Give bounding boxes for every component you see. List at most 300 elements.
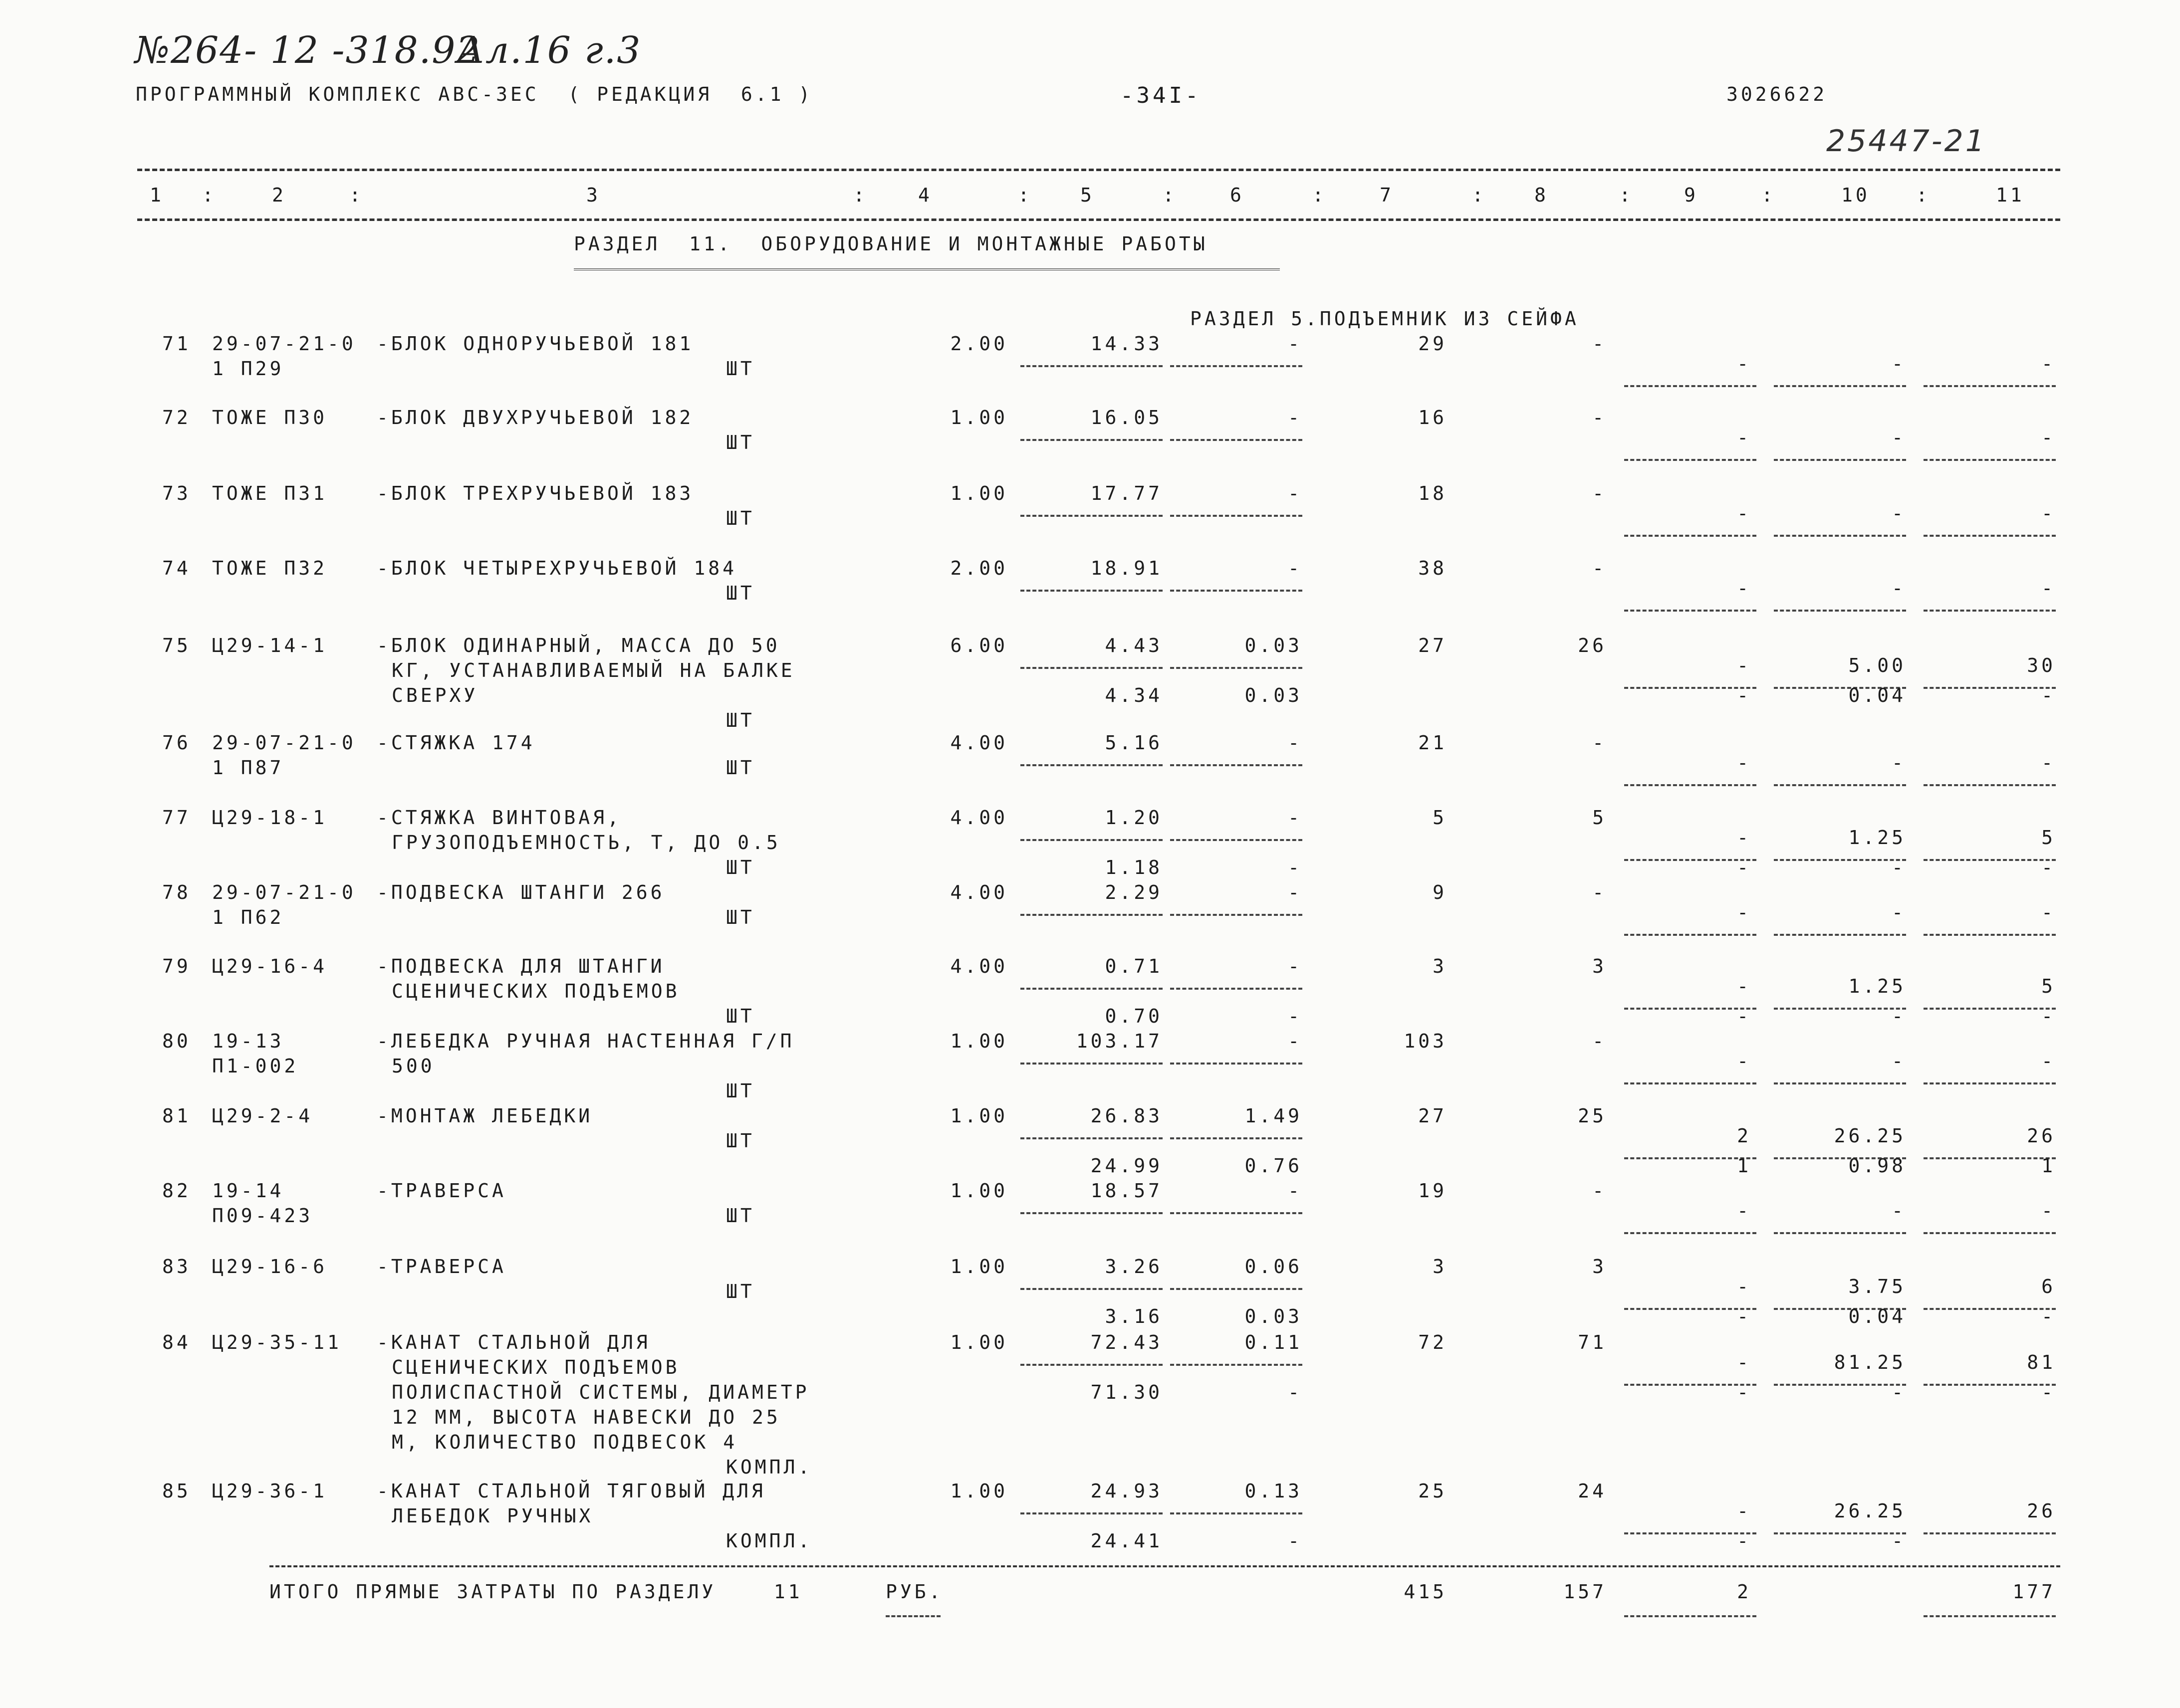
row-col5: 4.43 (1105, 635, 1163, 656)
row-col11-underline (1924, 1232, 2056, 1234)
row-col9-underline (1624, 784, 1756, 786)
row-description-line2: СЦЕНИЧЕСКИХ ПОДЪЕМОВ (392, 1356, 680, 1378)
row-quantity: 6.00 (950, 635, 1008, 656)
row-col6: 0.13 (1244, 1480, 1302, 1502)
row-col5-underline (1020, 1288, 1163, 1290)
row-unit: ШТ (726, 358, 755, 380)
row-code: Ц29-35-11 (212, 1331, 342, 1353)
row-col5: 14.33 (1090, 333, 1163, 355)
total-col7: 415 (1404, 1581, 1447, 1603)
row-code: Ц29-18-1 (212, 807, 328, 829)
row-number: 79 (162, 955, 191, 977)
row-col11-second: 1 (2041, 1155, 2056, 1177)
row-number: 85 (162, 1480, 191, 1502)
row-col11-underline (1924, 459, 2056, 461)
row-col9: 2 (1737, 1125, 1751, 1147)
row-description: -КАНАТ СТАЛЬНОЙ ДЛЯ (377, 1331, 651, 1353)
row-unit: ШТ (726, 1005, 755, 1027)
row-col10: - (1892, 577, 1906, 599)
row-col9-underline (1624, 1232, 1756, 1234)
document-code: 3026622 (1726, 83, 1828, 105)
row-col6-underline (1170, 1512, 1302, 1514)
row-description-line5: М, КОЛИЧЕСТВО ПОДВЕСОК 4 (392, 1431, 738, 1453)
row-col11: - (2041, 577, 2056, 599)
row-col5: 103.17 (1076, 1030, 1163, 1052)
row-col10: - (1892, 901, 1906, 923)
handwritten-document-number: №264- 12 -318.92 (135, 29, 481, 72)
row-quantity: 1.00 (950, 1105, 1008, 1127)
row-col9-second: 1 (1737, 1155, 1751, 1177)
row-description: -БЛОК ОДИНАРНЫЙ, МАССА ДО 50 (377, 635, 780, 656)
row-col5-underline (1020, 988, 1163, 990)
row-unit: ШТ (726, 1130, 755, 1152)
row-col6-second: 0.76 (1244, 1155, 1302, 1177)
row-unit: ШТ (726, 1205, 755, 1227)
row-col5: 16.05 (1090, 407, 1163, 428)
total-col9: 2 (1737, 1581, 1751, 1603)
row-number: 74 (162, 557, 191, 579)
row-code: ТОЖЕ П30 (212, 407, 328, 428)
row-col5-underline (1020, 764, 1163, 766)
row-col5: 1.20 (1105, 807, 1163, 829)
row-col6: - (1288, 407, 1302, 428)
row-number: 73 (162, 482, 191, 504)
row-col11: - (2041, 901, 2056, 923)
row-col10: 5.00 (1848, 654, 1906, 676)
row-code: 19-13 (212, 1030, 284, 1052)
row-col10-second: 0.04 (1848, 684, 1906, 706)
row-col6: - (1288, 807, 1302, 829)
row-col9: - (1737, 353, 1751, 375)
row-col11-underline (1924, 934, 2056, 936)
row-col10-second: - (1892, 1381, 1906, 1403)
row-col5: 18.91 (1090, 557, 1163, 579)
row-col7: 21 (1418, 732, 1447, 754)
row-col10: - (1892, 1200, 1906, 1222)
row-col6-underline (1170, 1288, 1302, 1290)
row-col9-underline (1624, 459, 1756, 461)
row-unit: ШТ (726, 906, 755, 928)
row-col8: - (1592, 557, 1607, 579)
row-quantity: 1.00 (950, 1256, 1008, 1278)
row-col9-underline (1624, 535, 1756, 537)
subsection-title: РАЗДЕЛ 5.ПОДЪЕМНИК ИЗ СЕЙФА (1190, 308, 1579, 330)
row-col6-underline (1170, 1364, 1302, 1366)
row-col10: - (1892, 1050, 1906, 1072)
total-col11: 177 (2012, 1581, 2056, 1603)
row-col9-underline (1624, 610, 1756, 612)
row-col8: 3 (1592, 955, 1607, 977)
handwritten-right-note: 25447-21 (1826, 124, 1986, 159)
row-description: -СТЯЖКА ВИНТОВАЯ, (377, 807, 622, 829)
row-col6: 0.11 (1244, 1331, 1302, 1353)
row-number: 81 (162, 1105, 191, 1127)
row-col6-second: - (1288, 1381, 1302, 1403)
row-col9: - (1737, 1276, 1751, 1297)
row-col5-second: 4.34 (1105, 684, 1163, 706)
row-col5-underline (1020, 1364, 1163, 1366)
column-separator: : (1472, 184, 1486, 206)
row-col10-second: 0.98 (1848, 1155, 1906, 1177)
row-code: Ц29-36-1 (212, 1480, 328, 1502)
row-unit: ШТ (726, 1281, 755, 1302)
row-col9: - (1737, 901, 1751, 923)
row-col11-second: - (2041, 1005, 2056, 1027)
handwritten-album-note: Ал.16 г.3 (457, 29, 642, 72)
row-col6-underline (1170, 988, 1302, 990)
row-code-line2: 1 П87 (212, 757, 284, 779)
total-label: ИТОГО ПРЯМЫЕ ЗАТРАТЫ ПО РАЗДЕЛУ 11 (269, 1581, 803, 1603)
row-col5-second: 71.30 (1090, 1381, 1163, 1403)
row-col10-underline (1774, 385, 1906, 387)
row-unit: ШТ (726, 431, 755, 453)
row-col6-underline (1170, 590, 1302, 592)
row-col9: - (1737, 1500, 1751, 1522)
row-unit: КОМПЛ. (726, 1456, 813, 1478)
row-col5-underline (1020, 839, 1163, 841)
row-number: 77 (162, 807, 191, 829)
row-col9-second: - (1737, 1305, 1751, 1327)
row-col5: 72.43 (1090, 1331, 1163, 1353)
row-number: 82 (162, 1180, 191, 1202)
row-col6: - (1288, 482, 1302, 504)
row-description-line2: 500 (392, 1055, 435, 1077)
row-quantity: 4.00 (950, 807, 1008, 829)
row-col6: 0.03 (1244, 635, 1302, 656)
page-number: -34I- (1120, 83, 1202, 108)
column-number: 6 (1230, 184, 1244, 206)
row-col7: 3 (1433, 1256, 1447, 1278)
row-col6-second: - (1288, 856, 1302, 878)
header-rule-bottom (137, 218, 2060, 221)
row-col10-underline (1774, 934, 1906, 936)
row-col10-underline (1774, 535, 1906, 537)
row-quantity: 2.00 (950, 333, 1008, 355)
column-separator: : (349, 184, 364, 206)
row-col9: - (1737, 752, 1751, 774)
row-col5: 26.83 (1090, 1105, 1163, 1127)
column-number: 5 (1080, 184, 1095, 206)
total-col11-underline (1924, 1615, 2056, 1617)
row-col11: - (2041, 1200, 2056, 1222)
row-col11-second: - (2041, 1381, 2056, 1403)
row-col8: 5 (1592, 807, 1607, 829)
row-col10: 1.25 (1848, 827, 1906, 849)
row-col8: 25 (1578, 1105, 1607, 1127)
row-col5: 0.71 (1105, 955, 1163, 977)
row-col6: - (1288, 881, 1302, 903)
row-col7: 3 (1433, 955, 1447, 977)
row-code: Ц29-16-4 (212, 955, 328, 977)
row-col6-underline (1170, 1063, 1302, 1065)
row-unit: КОМПЛ. (726, 1530, 813, 1552)
row-col5: 3.26 (1105, 1256, 1163, 1278)
row-col6: 1.49 (1244, 1105, 1302, 1127)
row-col6: - (1288, 1180, 1302, 1202)
row-col10-underline (1774, 784, 1906, 786)
total-currency: РУБ. (886, 1581, 944, 1603)
row-quantity: 1.00 (950, 482, 1008, 504)
row-col11-underline (1924, 535, 2056, 537)
row-unit: ШТ (726, 709, 755, 731)
row-col11-second: - (2041, 1305, 2056, 1327)
column-number: 4 (918, 184, 933, 206)
row-col6: - (1288, 955, 1302, 977)
row-col11: 81 (2027, 1351, 2056, 1373)
column-number: 3 (586, 184, 601, 206)
row-col6-underline (1170, 1212, 1302, 1214)
row-code: 29-07-21-0 (212, 333, 356, 355)
row-col10-underline (1774, 1082, 1906, 1084)
row-col6: 0.06 (1244, 1256, 1302, 1278)
row-col7: 16 (1418, 407, 1447, 428)
row-col5-underline (1020, 914, 1163, 916)
row-description-line2: ЛЕБЕДОК РУЧНЫХ (392, 1505, 594, 1527)
row-number: 78 (162, 881, 191, 903)
row-code: 29-07-21-0 (212, 881, 356, 903)
row-description-line4: 12 ММ, ВЫСОТА НАВЕСКИ ДО 25 (392, 1406, 781, 1428)
row-col11: - (2041, 752, 2056, 774)
row-description-line2: СЦЕНИЧЕСКИХ ПОДЪЕМОВ (392, 980, 680, 1002)
row-description: -МОНТАЖ ЛЕБЕДКИ (377, 1105, 593, 1127)
column-separator: : (853, 184, 868, 206)
row-col6: - (1288, 333, 1302, 355)
row-col5: 2.29 (1105, 881, 1163, 903)
row-col5-second: 24.41 (1090, 1530, 1163, 1552)
row-col11: 5 (2041, 827, 2056, 849)
row-col6-underline (1170, 764, 1302, 766)
row-col5: 17.77 (1090, 482, 1163, 504)
row-description: -БЛОК ЧЕТЫРЕХРУЧЬЕВОЙ 184 (377, 557, 737, 579)
row-col7: 9 (1433, 881, 1447, 903)
row-col10-second: 0.04 (1848, 1305, 1906, 1327)
row-unit: ШТ (726, 757, 755, 779)
total-col9-underline (1624, 1615, 1756, 1617)
row-code-line2: 1 П62 (212, 906, 284, 928)
row-col5: 5.16 (1105, 732, 1163, 754)
row-unit: ШТ (726, 856, 755, 878)
row-col10-underline (1774, 459, 1906, 461)
row-col11: 6 (2041, 1276, 2056, 1297)
row-col9: - (1737, 827, 1751, 849)
row-col11: - (2041, 502, 2056, 524)
row-col9: - (1737, 1351, 1751, 1373)
column-number: 8 (1534, 184, 1549, 206)
row-description: -ПОДВЕСКА ДЛЯ ШТАНГИ (377, 955, 665, 977)
row-col8: 3 (1592, 1256, 1607, 1278)
row-col6-second: - (1288, 1005, 1302, 1027)
row-col6-underline (1170, 439, 1302, 441)
row-code-line2: П1-002 (212, 1055, 299, 1077)
column-number: 1 (150, 184, 164, 206)
row-col9-underline (1624, 1082, 1756, 1084)
column-separator: : (1761, 184, 1776, 206)
header-rule-top (137, 169, 2060, 171)
row-description: -БЛОК ОДНОРУЧЬЕВОЙ 181 (377, 333, 694, 355)
row-code: ТОЖЕ П31 (212, 482, 328, 504)
row-description: -ТРАВЕРСА (377, 1180, 506, 1202)
row-code: Ц29-16-6 (212, 1256, 328, 1278)
row-col11: 30 (2027, 654, 2056, 676)
total-col8: 157 (1563, 1581, 1607, 1603)
row-col6: - (1288, 557, 1302, 579)
row-col7: 27 (1418, 635, 1447, 656)
row-col5-underline (1020, 1212, 1163, 1214)
column-separator: : (1312, 184, 1327, 206)
row-description: -КАНАТ СТАЛЬНОЙ ТЯГОВЫЙ ДЛЯ (377, 1480, 766, 1502)
row-code-line2: П09-423 (212, 1205, 313, 1227)
row-col5-second: 24.99 (1090, 1155, 1163, 1177)
row-col11-underline (1924, 1082, 2056, 1084)
row-col10: - (1892, 353, 1906, 375)
row-quantity: 1.00 (950, 1480, 1008, 1502)
row-col5-underline (1020, 1137, 1163, 1139)
row-col8: - (1592, 482, 1607, 504)
row-col6: - (1288, 1030, 1302, 1052)
row-quantity: 2.00 (950, 557, 1008, 579)
row-col8: 26 (1578, 635, 1607, 656)
row-description-line2: ГРУЗОПОДЪЕМНОСТЬ, Т, ДО 0.5 (392, 832, 781, 854)
row-col8: - (1592, 407, 1607, 428)
row-col10-underline (1774, 1232, 1906, 1234)
row-col9-second: - (1737, 1005, 1751, 1027)
row-col6-underline (1170, 914, 1302, 916)
row-description: -ТРАВЕРСА (377, 1256, 506, 1278)
row-col6-second: 0.03 (1244, 1305, 1302, 1327)
row-unit: ШТ (726, 1080, 755, 1102)
row-col10: 26.25 (1834, 1125, 1906, 1147)
row-col9: - (1737, 1200, 1751, 1222)
row-description-line3: СВЕРХУ (392, 684, 479, 706)
row-description: -БЛОК ДВУХРУЧЬЕВОЙ 182 (377, 407, 694, 428)
row-number: 75 (162, 635, 191, 656)
row-col11: - (2041, 1050, 2056, 1072)
row-col11-second: - (2041, 856, 2056, 878)
column-number: 2 (272, 184, 286, 206)
row-col11-underline (1924, 784, 2056, 786)
row-col10-second: - (1892, 1530, 1906, 1552)
row-col11-second: - (2041, 684, 2056, 706)
row-col9: - (1737, 975, 1751, 997)
row-col5: 18.57 (1090, 1180, 1163, 1202)
row-description: -БЛОК ТРЕХРУЧЬЕВОЙ 183 (377, 482, 694, 504)
row-col8: - (1592, 881, 1607, 903)
total-rule (269, 1565, 2060, 1567)
row-quantity: 4.00 (950, 955, 1008, 977)
row-number: 71 (162, 333, 191, 355)
row-col9: - (1737, 577, 1751, 599)
row-col11: - (2041, 427, 2056, 448)
row-quantity: 4.00 (950, 881, 1008, 903)
row-code: 19-14 (212, 1180, 284, 1202)
row-col11: 26 (2027, 1125, 2056, 1147)
row-description: -ЛЕБЕДКА РУЧНАЯ НАСТЕННАЯ Г/П (377, 1030, 795, 1052)
column-number: 10 (1841, 184, 1870, 206)
column-separator: : (1619, 184, 1634, 206)
row-col8: - (1592, 1180, 1607, 1202)
row-col6: - (1288, 732, 1302, 754)
row-description: -СТЯЖКА 174 (377, 732, 535, 754)
row-col9-underline (1624, 934, 1756, 936)
row-number: 80 (162, 1030, 191, 1052)
row-code: 29-07-21-0 (212, 732, 356, 754)
row-unit: ШТ (726, 507, 755, 529)
row-col5-underline (1020, 590, 1163, 592)
row-col5-underline (1020, 439, 1163, 441)
row-col9: - (1737, 654, 1751, 676)
row-col11-underline (1924, 385, 2056, 387)
row-col7: 38 (1418, 557, 1447, 579)
row-col11: 26 (2027, 1500, 2056, 1522)
row-number: 84 (162, 1331, 191, 1353)
row-col10: - (1892, 752, 1906, 774)
row-code: Ц29-2-4 (212, 1105, 313, 1127)
row-number: 83 (162, 1256, 191, 1278)
column-separator: : (202, 184, 217, 206)
row-col9-second: - (1737, 856, 1751, 878)
row-col8: 24 (1578, 1480, 1607, 1502)
row-col6-underline (1170, 365, 1302, 367)
row-code-line2: 1 П29 (212, 358, 284, 380)
row-col9-second: - (1737, 1530, 1751, 1552)
row-col9: - (1737, 502, 1751, 524)
section-title-underline (574, 268, 1280, 273)
row-col5-underline (1020, 667, 1163, 669)
row-col5-underline (1020, 1063, 1163, 1065)
row-col10: 81.25 (1834, 1351, 1906, 1373)
row-col11-underline (1924, 610, 2056, 612)
row-code: Ц29-14-1 (212, 635, 328, 656)
program-header: ПРОГРАММНЫЙ КОМПЛЕКС АВС-ЗЕС ( РЕДАКЦИЯ 6.1 ) (136, 83, 813, 105)
row-col6-underline (1170, 839, 1302, 841)
row-col6-underline (1170, 1137, 1302, 1139)
row-col5-underline (1020, 1512, 1163, 1514)
row-quantity: 1.00 (950, 1030, 1008, 1052)
row-description-line3: ПОЛИСПАСТНОЙ СИСТЕМЫ, ДИАМЕТР (392, 1381, 810, 1403)
row-description-line2: КГ, УСТАНАВЛИВАЕМЫЙ НА БАЛКЕ (392, 659, 795, 681)
row-col9: - (1737, 1050, 1751, 1072)
row-col11: 5 (2041, 975, 2056, 997)
row-col8: - (1592, 1030, 1607, 1052)
row-col5-underline (1020, 515, 1163, 517)
row-col7: 72 (1418, 1331, 1447, 1353)
row-description: -ПОДВЕСКА ШТАНГИ 266 (377, 881, 665, 903)
row-col5-second: 0.70 (1105, 1005, 1163, 1027)
row-col7: 18 (1418, 482, 1447, 504)
column-number: 9 (1684, 184, 1698, 206)
row-col5-underline (1020, 365, 1163, 367)
row-number: 72 (162, 407, 191, 428)
row-col8: 71 (1578, 1331, 1607, 1353)
row-col9: - (1737, 427, 1751, 448)
row-col7: 27 (1418, 1105, 1447, 1127)
row-col10: 1.25 (1848, 975, 1906, 997)
column-number: 7 (1380, 184, 1394, 206)
row-col6-underline (1170, 515, 1302, 517)
row-col8: - (1592, 333, 1607, 355)
row-col7: 29 (1418, 333, 1447, 355)
row-col7: 25 (1418, 1480, 1447, 1502)
row-code: ТОЖЕ П32 (212, 557, 328, 579)
row-col10: - (1892, 502, 1906, 524)
row-col8: - (1592, 732, 1607, 754)
row-col6-second: 0.03 (1244, 684, 1302, 706)
row-col6-underline (1170, 667, 1302, 669)
row-number: 76 (162, 732, 191, 754)
row-col11: - (2041, 353, 2056, 375)
column-separator: : (1018, 184, 1032, 206)
row-col9-second: - (1737, 1381, 1751, 1403)
